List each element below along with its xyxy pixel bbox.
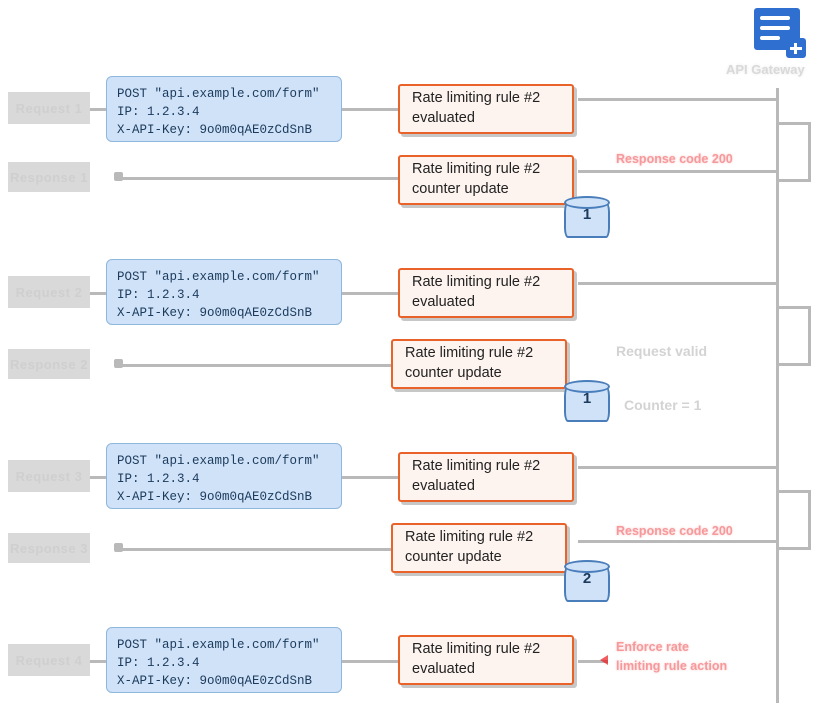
connector-res2	[120, 364, 398, 367]
rule-box-1	[398, 84, 574, 134]
rule-box-3	[398, 268, 574, 318]
annotation-response-code-2: Response code 200	[616, 524, 733, 538]
rule-box-2	[398, 155, 574, 205]
counter-db-3	[564, 560, 610, 608]
lifeline-bump-3-top	[776, 490, 811, 493]
rule-1-line1: Rate limiting rule #2	[412, 90, 541, 107]
lifeline-bump-2	[808, 306, 811, 366]
request-1-line1: POST "api.example.com/form"	[117, 87, 320, 101]
rule-box-5	[398, 452, 574, 502]
lifeline-bump-1	[808, 122, 811, 182]
connector-req1-c	[578, 98, 778, 101]
request-1-line3: X-API-Key: 9o0m0qAE0zCdSnB	[117, 123, 313, 138]
request-3-line1: POST "api.example.com/form"	[117, 454, 320, 468]
request-4-line3: X-API-Key: 9o0m0qAE0zCdSnB	[117, 674, 313, 689]
label-request-1: Request 1	[8, 92, 90, 124]
counter-db-2	[564, 380, 610, 428]
label-request-2: Request 2	[8, 276, 90, 308]
rule-4-line2: counter update	[405, 365, 502, 381]
request-block-2	[106, 259, 342, 325]
connector-req3-c	[578, 466, 778, 469]
connector-res1-b	[578, 170, 778, 173]
request-2-line2: IP: 1.2.3.4	[117, 288, 200, 303]
rule-7-line2: evaluated	[412, 661, 475, 677]
request-3-line3: X-API-Key: 9o0m0qAE0zCdSnB	[117, 490, 313, 505]
counter-db-2-value: 1	[582, 390, 592, 407]
annotation-response-code-1: Response code 200	[616, 152, 733, 166]
connector-req2-c	[578, 282, 778, 285]
counter-db-1-value: 1	[582, 206, 592, 223]
request-block-3	[106, 443, 342, 509]
lifeline-bump-3	[808, 490, 811, 550]
arrow-enforce-action	[600, 655, 608, 665]
rule-1-line2: evaluated	[412, 110, 475, 126]
connector-req2-b	[342, 292, 398, 295]
connector-req3-b	[342, 476, 398, 479]
rule-6-line1: Rate limiting rule #2	[405, 529, 534, 546]
rule-7-line1: Rate limiting rule #2	[412, 641, 541, 658]
request-4-line2: IP: 1.2.3.4	[117, 656, 200, 671]
rule-3-line2: evaluated	[412, 294, 475, 310]
lifeline-bump-1-bottom	[776, 179, 811, 182]
lifeline-bump-2-bottom	[776, 363, 811, 366]
request-2-line3: X-API-Key: 9o0m0qAE0zCdSnB	[117, 306, 313, 321]
connector-res3	[120, 548, 398, 551]
rule-4-line1: Rate limiting rule #2	[405, 345, 534, 362]
request-block-1	[106, 76, 342, 142]
connector-req4-b	[342, 660, 398, 663]
rule-2-line1: Rate limiting rule #2	[412, 161, 541, 178]
label-request-4: Request 4	[8, 644, 90, 676]
note-counter-value: Counter = 1	[624, 397, 702, 413]
server-label: API Gateway	[726, 62, 805, 77]
request-block-4	[106, 627, 342, 693]
rule-5-line2: evaluated	[412, 478, 475, 494]
counter-db-1	[564, 196, 610, 244]
rule-box-7	[398, 635, 574, 685]
request-2-line1: POST "api.example.com/form"	[117, 270, 320, 284]
annotation-enforce-line2: limiting rule action	[616, 659, 728, 673]
label-request-3: Request 3	[8, 460, 90, 492]
counter-db-3-value: 2	[582, 570, 592, 587]
label-response-2: Response 2	[8, 349, 90, 379]
rule-box-4	[391, 339, 567, 389]
lifeline-bump-1-top	[776, 122, 811, 125]
note-request-valid: Request valid	[616, 343, 708, 359]
lifeline-bump-2-top	[776, 306, 811, 309]
connector-req1-b	[342, 108, 398, 111]
connector-res1	[120, 177, 398, 180]
rule-2-line2: counter update	[412, 181, 509, 197]
request-1-line2: IP: 1.2.3.4	[117, 105, 200, 120]
rule-5-line1: Rate limiting rule #2	[412, 458, 541, 475]
label-response-3: Response 3	[8, 533, 90, 563]
rule-box-6	[391, 523, 567, 573]
rule-6-line2: counter update	[405, 549, 502, 565]
lifeline-bump-3-bottom	[776, 547, 811, 550]
label-response-1: Response 1	[8, 162, 90, 192]
annotation-enforce-line1: Enforce rate	[616, 640, 689, 654]
connector-res3-b	[578, 540, 778, 543]
server-icon	[748, 6, 808, 60]
rule-3-line1: Rate limiting rule #2	[412, 274, 541, 291]
request-3-line2: IP: 1.2.3.4	[117, 472, 200, 487]
request-4-line1: POST "api.example.com/form"	[117, 638, 320, 652]
